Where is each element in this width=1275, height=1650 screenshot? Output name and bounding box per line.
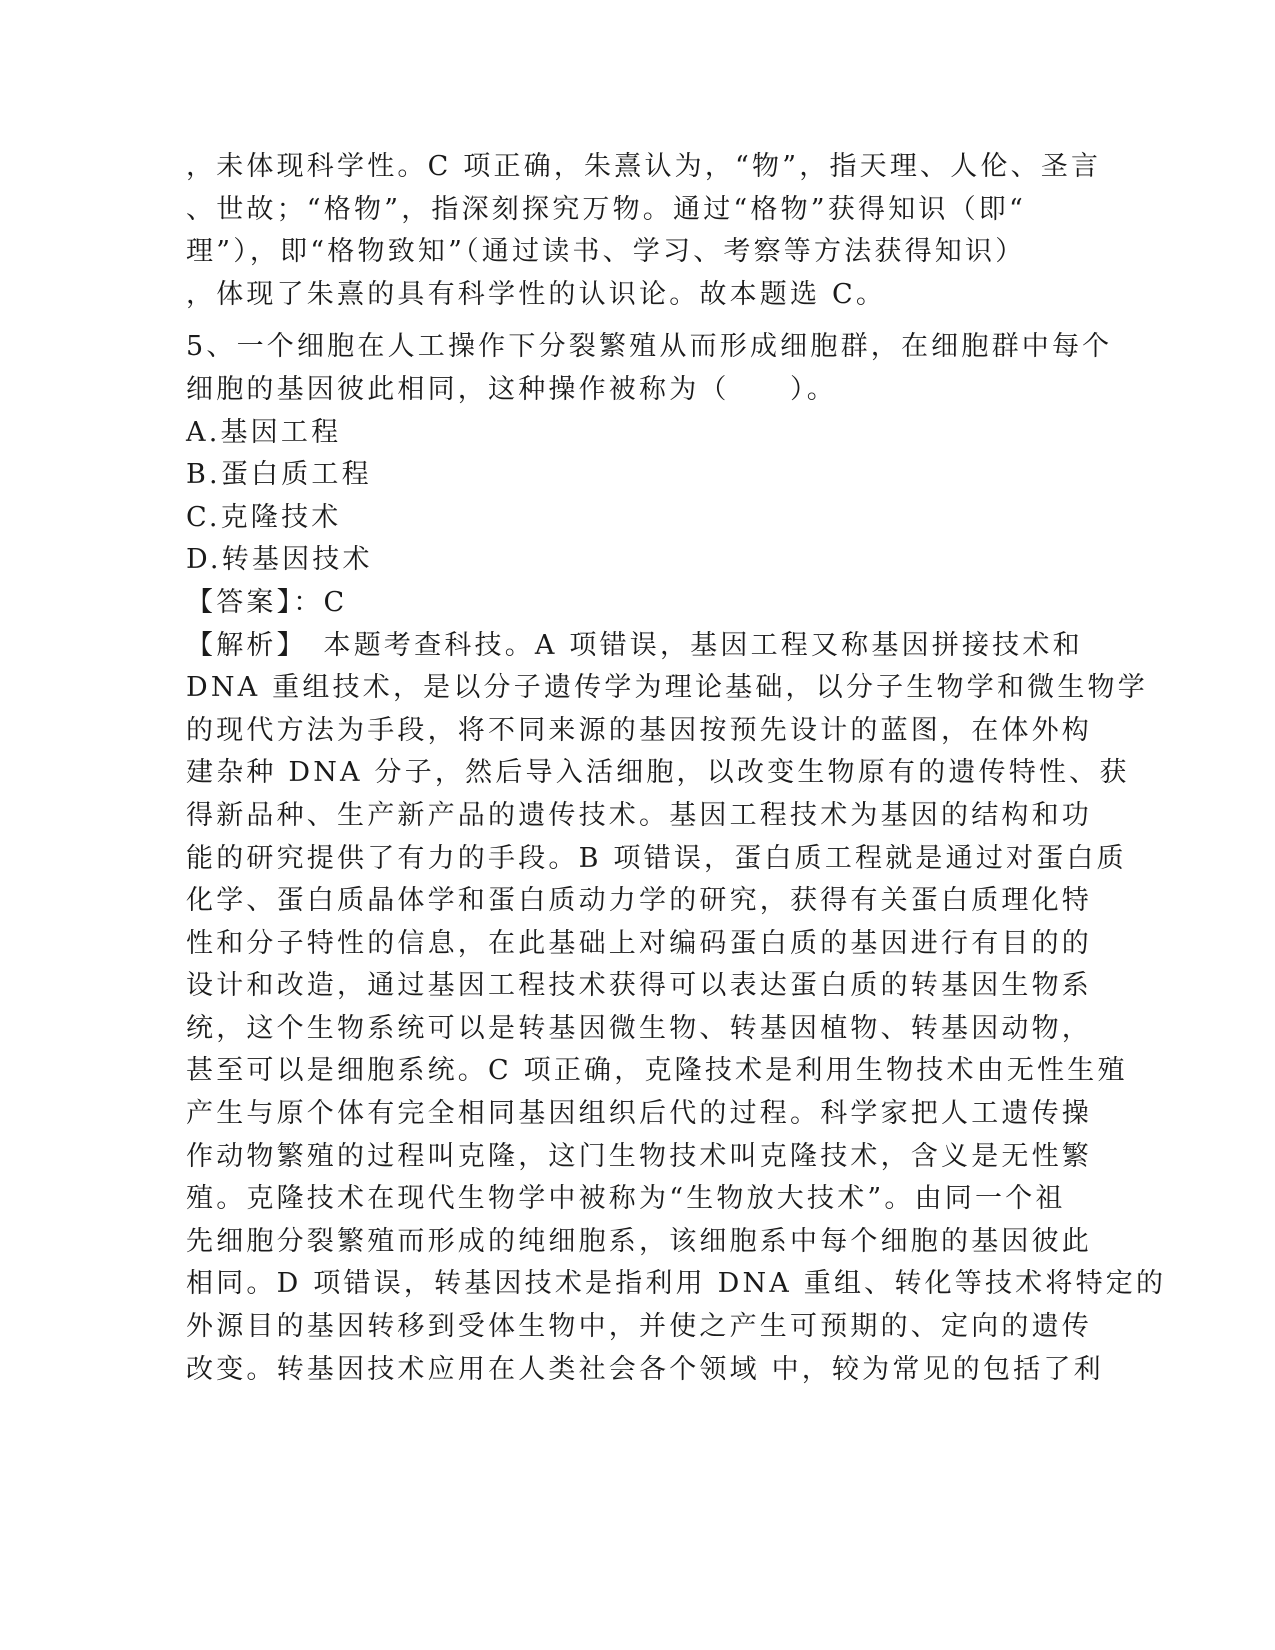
explanation-line: 【解析】 本题考查科技。A 项错误，基因工程又称基因拼接技术和 [186, 629, 1083, 661]
explanation-line: 改变。转基因技术应用在人类社会各个领域 中，较为常见的包括了利 [186, 1353, 1104, 1385]
explanation-line: 能的研究提供了有力的手段。B 项错误，蛋白质工程就是通过对蛋白质 [186, 842, 1127, 874]
explanation-line: 甚至可以是细胞系统。C 项正确，克隆技术是利用生物技术由无性生殖 [186, 1055, 1128, 1087]
explanation-line: 作动物繁殖的过程叫克隆，这门生物技术叫克隆技术，含义是无性繁 [186, 1140, 1092, 1172]
question-block [186, 326, 1167, 1391]
explanation-line: 相同。D 项错误，转基因技术是指利用 DNA 重组、转化等技术将特定的 [186, 1268, 1167, 1300]
answer-line: 【答案】：C [186, 586, 348, 618]
explanation-line: 化学、蛋白质晶体学和蛋白质动力学的研究，获得有关蛋白质理化特 [186, 885, 1092, 917]
explanation-line: 性和分子特性的信息，在此基础上对编码蛋白质的基因进行有目的的 [186, 927, 1092, 959]
text-line: 、世故；“格物”，指深刻探究万物。通过“格物”获得知识（即“ [186, 193, 1027, 225]
question-stem-line: 5、一个细胞在人工操作下分裂繁殖从而形成细胞群，在细胞群中每个 [186, 331, 1113, 363]
option-b: B.蛋白质工程 [186, 459, 372, 491]
text-line: 理”），即“格物致知”（通过读书、学习、考察等方法获得知识） [186, 236, 1026, 268]
explanation-line: 先细胞分裂繁殖而形成的纯细胞系，该细胞系中每个细胞的基因彼此 [186, 1225, 1092, 1257]
text-line: ，体现了朱熹的具有科学性的认识论。故本题选 C。 [186, 278, 887, 310]
question-stem-line: 细胞的基因彼此相同，这种操作被称为（ ）。 [186, 373, 837, 405]
explanation-line: 建杂种 DNA 分子，然后导入活细胞，以改变生物原有的遗传特性、获 [186, 757, 1130, 789]
question-stem [186, 326, 1113, 411]
explanation-line: 外源目的基因转移到受体生物中，并使之产生可预期的、定向的遗传 [186, 1311, 1092, 1343]
text-line: ，未体现科学性。C 项正确，朱熹认为，“物”，指天理、人伦、圣言 [186, 151, 1102, 182]
explanation-line: 的现代方法为手段，将不同来源的基因按预先设计的蓝图，在体外构 [186, 714, 1092, 746]
explanation-line: 殖。克隆技术在现代生物学中被称为“生物放大技术”。由同一个祖 [186, 1183, 1066, 1215]
explanation-line: 产生与原个体有完全相同基因组织后代的过程。科学家把人工遗传操 [186, 1098, 1092, 1130]
option-c: C.克隆技术 [186, 501, 342, 533]
explanation-line: 统，这个生物系统可以是转基因微生物、转基因植物、转基因动物， [186, 1012, 1092, 1044]
explanation-line: DNA 重组技术，是以分子遗传学为理论基础，以分子生物学和微生物学 [186, 672, 1148, 704]
previous-explanation-tail [186, 146, 1102, 316]
explanation-line: 设计和改造，通过基因工程技术获得可以表达蛋白质的转基因生物系 [186, 970, 1092, 1002]
option-list [186, 412, 1086, 582]
explanation-line: 得新品种、生产新产品的遗传技术。基因工程技术为基因的结构和功 [186, 799, 1092, 831]
option-d: D.转基因技术 [186, 544, 373, 576]
explanation [186, 625, 1167, 1392]
document-page [186, 146, 1167, 1391]
option-a: A.基因工程 [186, 416, 342, 448]
